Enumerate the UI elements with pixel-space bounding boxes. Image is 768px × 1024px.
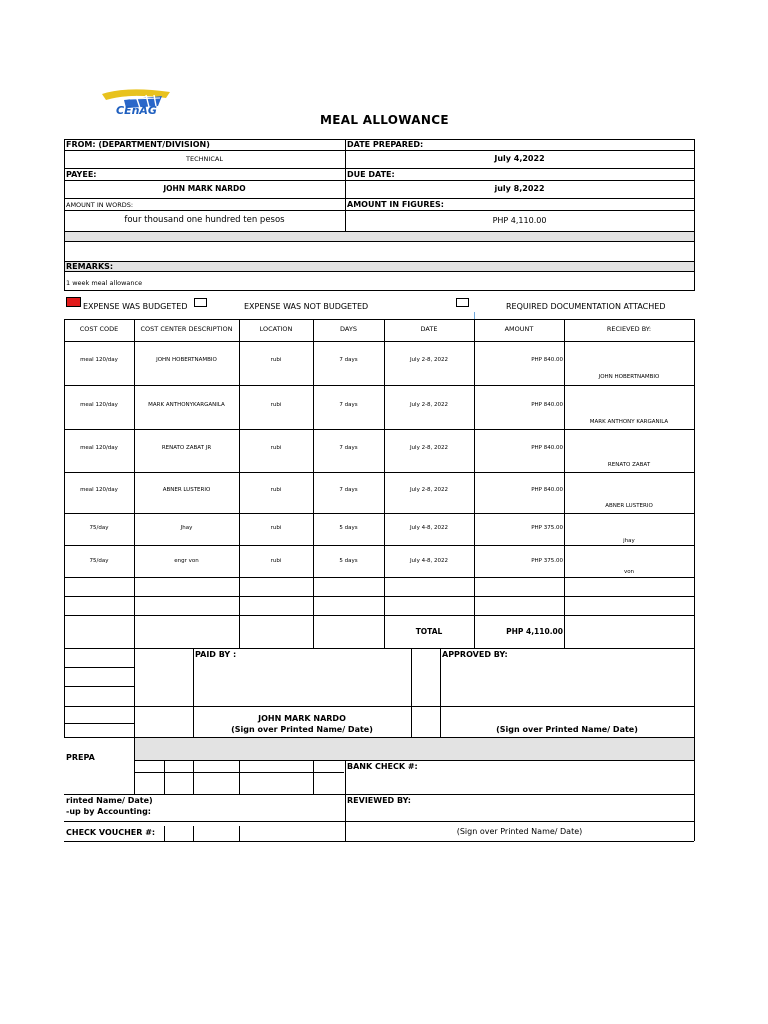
due-date-label: DUE DATE: (347, 170, 395, 179)
printed-name-date: rinted Name/ Date) (66, 796, 153, 805)
amount-words-label: AMOUNT IN WORDS: (66, 201, 134, 209)
header-days: DAYS (340, 325, 357, 333)
company-logo (96, 84, 176, 120)
header-date: DATE (420, 325, 438, 333)
cell-days: 7 days (339, 402, 358, 408)
from-value: TECHNICAL (186, 155, 223, 163)
cell-received-by: JOHN HOBERTNAMBIO (598, 374, 660, 380)
cell-cost-code: meal 120/day (80, 357, 118, 363)
remarks-value: 1 week meal allowance (66, 279, 143, 287)
cell-date: July 2-8, 2022 (409, 402, 449, 408)
paid-by-label: PAID BY : (195, 650, 237, 659)
date-prepared-label: DATE PREPARED: (347, 140, 424, 149)
budgeted-label: EXPENSE WAS BUDGETED (83, 302, 188, 311)
cell-location: rubi (270, 487, 282, 493)
cell-amount: PHP 375.00 (531, 525, 563, 531)
cell-date: July 2-8, 2022 (409, 487, 449, 493)
cell-days: 7 days (339, 445, 358, 451)
cell-days: 7 days (339, 487, 358, 493)
remarks-label: REMARKS: (66, 262, 114, 271)
cell-received-by: MARK ANTHONY KARGANILA (589, 419, 669, 425)
budgeted-checkbox[interactable] (66, 297, 81, 307)
documentation-checkbox[interactable] (456, 298, 469, 307)
cell-days: 5 days (339, 525, 358, 531)
cell-description: JOHN HOBERTNAMBIO (156, 357, 217, 363)
cell-location: rubi (270, 525, 282, 531)
not-budgeted-label: EXPENSE WAS NOT BUDGETED (244, 302, 369, 311)
cell-description: engr von (174, 558, 199, 564)
page-title: MEAL ALLOWANCE (320, 113, 449, 127)
cell-date: July 4-8, 2022 (409, 558, 449, 564)
cell-received-by: jhay (623, 538, 635, 544)
cell-amount: PHP 840.00 (531, 445, 563, 451)
cell-description: RENATO ZABAT JR (161, 445, 212, 451)
due-date-value: july 8,2022 (494, 184, 545, 193)
cell-days: 5 days (339, 558, 358, 564)
logo-text: CEnAG (116, 104, 157, 117)
documentation-label: REQUIRED DOCUMENTATION ATTACHED (506, 302, 666, 311)
total-label: TOTAL (415, 627, 443, 636)
payee-label: PAYEE: (66, 170, 97, 179)
paid-by-name: JOHN MARK NARDO (258, 714, 346, 723)
reviewed-sign-over: (Sign over Printed Name/ Date) (456, 827, 583, 836)
amount-words-value: four thousand one hundred ten pesos (124, 215, 285, 225)
bank-check-label: BANK CHECK #: (347, 762, 418, 771)
cell-amount: PHP 840.00 (531, 487, 563, 493)
approved-by-sign-over: (Sign over Printed Name/ Date) (496, 725, 638, 734)
header-received-by: RECIEVED BY: (606, 325, 652, 333)
cell-cost-code: 75/day (89, 558, 109, 564)
header-cost-code: COST CODE (79, 325, 119, 333)
cell-amount: PHP 840.00 (531, 357, 563, 363)
cell-location: rubi (270, 558, 282, 564)
allowance-table (64, 319, 695, 649)
header-amount: AMOUNT (504, 325, 534, 333)
reviewed-by-label: REVIEWED BY: (347, 796, 411, 805)
cell-date: July 4-8, 2022 (409, 525, 449, 531)
paid-by-sign-over: (Sign over Printed Name/ Date) (231, 725, 373, 734)
cell-description: ABNER LUSTERIO (162, 487, 211, 493)
cell-cost-code: 75/day (89, 525, 109, 531)
cell-amount: PHP 375.00 (531, 558, 563, 564)
check-voucher-label: CHECK VOUCHER #: (66, 828, 156, 837)
payee-value: JOHN MARK NARDO (163, 184, 246, 193)
cell-location: rubi (270, 445, 282, 451)
cell-received-by: RENATO ZABAT (607, 462, 651, 468)
cell-days: 7 days (339, 357, 358, 363)
cell-description: Jhay (180, 525, 193, 531)
signature-block (64, 648, 695, 842)
cell-date: July 2-8, 2022 (409, 357, 449, 363)
cell-received-by: von (623, 569, 635, 575)
cell-location: rubi (270, 357, 282, 363)
cell-amount: PHP 840.00 (531, 402, 563, 408)
cell-date: July 2-8, 2022 (409, 445, 449, 451)
cell-location: rubi (270, 402, 282, 408)
header-description: COST CENTER DESCRIPTION (140, 325, 233, 333)
amount-figures-value: PHP 4,110.00 (492, 216, 547, 225)
from-label: FROM: (DEPARTMENT/DIVISION) (66, 140, 210, 149)
cell-cost-code: meal 120/day (80, 402, 118, 408)
total-value: PHP 4,110.00 (506, 627, 563, 636)
prepared-label: PREPA (66, 753, 95, 762)
amount-figures-label: AMOUNT IN FIGURES: (347, 200, 444, 209)
not-budgeted-checkbox[interactable] (194, 298, 207, 307)
date-prepared-value: July 4,2022 (494, 154, 545, 163)
cell-description: MARK ANTHONYKARGANILA (148, 402, 225, 408)
cell-cost-code: meal 120/day (80, 445, 118, 451)
cell-cost-code: meal 120/day (80, 487, 118, 493)
cell-received-by: ABNER LUSTERIO (605, 503, 653, 509)
header-location: LOCATION (259, 325, 293, 333)
approved-by-label: APPROVED BY: (442, 650, 508, 659)
up-by-accounting: -up by Accounting: (66, 807, 152, 816)
